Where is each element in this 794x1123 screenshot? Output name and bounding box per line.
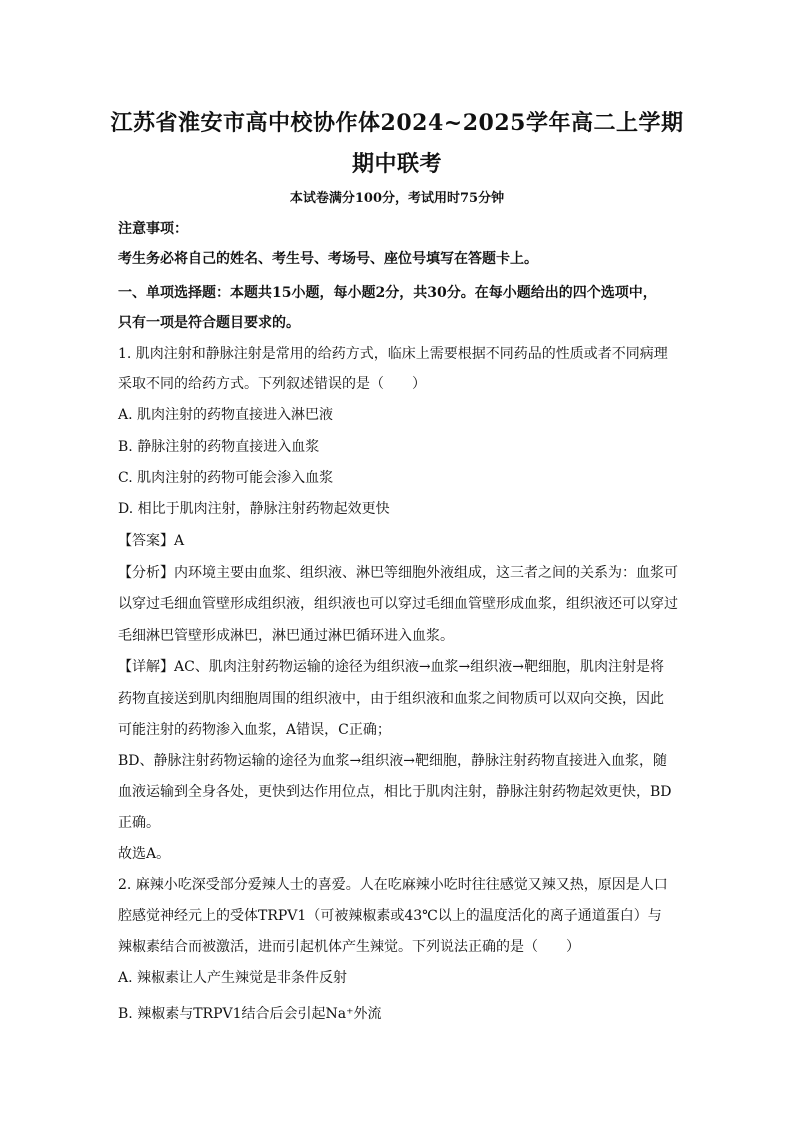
document-title-line2: 期中联考 bbox=[351, 151, 442, 177]
q1-option-b: B. 静脉注射的药物直接进入血浆 bbox=[118, 439, 320, 455]
q1-analysis-line1: 【分析】内环境主要由血浆、组织液、淋巴等细胞外液组成，这三者之间的关系为：血浆可 bbox=[118, 565, 678, 581]
q1-answer: 【答案】A bbox=[118, 533, 185, 549]
q1-analysis-line3: 毛细淋巴管壁形成淋巴，淋巴通过淋巴循环进入血浆。 bbox=[118, 628, 454, 644]
q2-stem-line3: 辣椒素结合而被激活，进而引起机体产生辣觉。下列说法正确的是（ ） bbox=[118, 939, 580, 955]
q2-stem-line2: 腔感觉神经元上的受体TRPV1（可被辣椒素或43℃以上的温度活化的离子通道蛋白）与 bbox=[118, 908, 662, 924]
q1-option-a: A. 肌肉注射的药物直接进入淋巴液 bbox=[118, 407, 334, 423]
q1-detail-line1: 【详解】AC、肌肉注射药物运输的途径为组织液→血浆→组织液→靶细胞，肌肉注射是将 bbox=[118, 659, 665, 675]
q1-detail-line6: 正确。 bbox=[118, 815, 160, 831]
section-heading-line1: 一、单项选择题：本题共15小题，每小题2分，共30分。在每小题给出的四个选项中， bbox=[118, 285, 657, 301]
q1-detail-line4: BD、静脉注射药物运输的途径为血浆→组织液→靶细胞，静脉注射药物直接进入血浆，随 bbox=[118, 753, 667, 769]
q1-stem-line2: 采取不同的给药方式。下列叙述错误的是（ ） bbox=[118, 376, 426, 392]
notice-text: 考生务必将自己的姓名、考生号、考场号、座位号填写在答题卡上。 bbox=[118, 251, 538, 267]
document-title-line1: 江苏省淮安市高中校协作体2024~2025学年高二上学期 bbox=[110, 110, 684, 136]
q1-detail-line2: 药物直接送到肌肉细胞周围的组织液中，由于组织液和血浆之间物质可以双向交换，因此 bbox=[118, 691, 664, 707]
q1-stem-line1: 1. 肌肉注射和静脉注射是常用的给药方式，临床上需要根据不同药品的性质或者不同病理 bbox=[118, 346, 668, 362]
exam-info: 本试卷满分100分，考试用时75分钟 bbox=[289, 191, 505, 206]
q2-stem-line1: 2. 麻辣小吃深受部分爱辣人士的喜爱。人在吃麻辣小吃时往往感觉又辣又热，原因是人口 bbox=[118, 877, 668, 893]
q1-analysis-line2: 以穿过毛细血管壁形成组织液，组织液也可以穿过毛细血管壁形成血浆，组织液还可以穿过 bbox=[118, 596, 678, 612]
q1-option-c: C. 肌肉注射的药物可能会渗入血浆 bbox=[118, 470, 334, 486]
q1-option-d: D. 相比于肌肉注射，静脉注射药物起效更快 bbox=[118, 501, 390, 517]
q1-detail-line5: 血液运输到全身各处，更快到达作用位点，相比于肌肉注射，静脉注射药物起效更快，BD bbox=[118, 784, 672, 800]
q2-option-a: A. 辣椒素让人产生辣觉是非条件反射 bbox=[118, 970, 348, 986]
notice-heading: 注意事项： bbox=[118, 221, 188, 237]
section-heading-line2: 只有一项是符合题目要求的。 bbox=[118, 315, 300, 331]
q1-detail-line7: 故选A。 bbox=[118, 846, 171, 862]
q1-detail-line3: 可能注射的药物渗入血浆，A错误，C正确； bbox=[118, 722, 391, 738]
q2-option-b: B. 辣椒素与TRPV1结合后会引起Na⁺外流 bbox=[118, 1006, 382, 1022]
